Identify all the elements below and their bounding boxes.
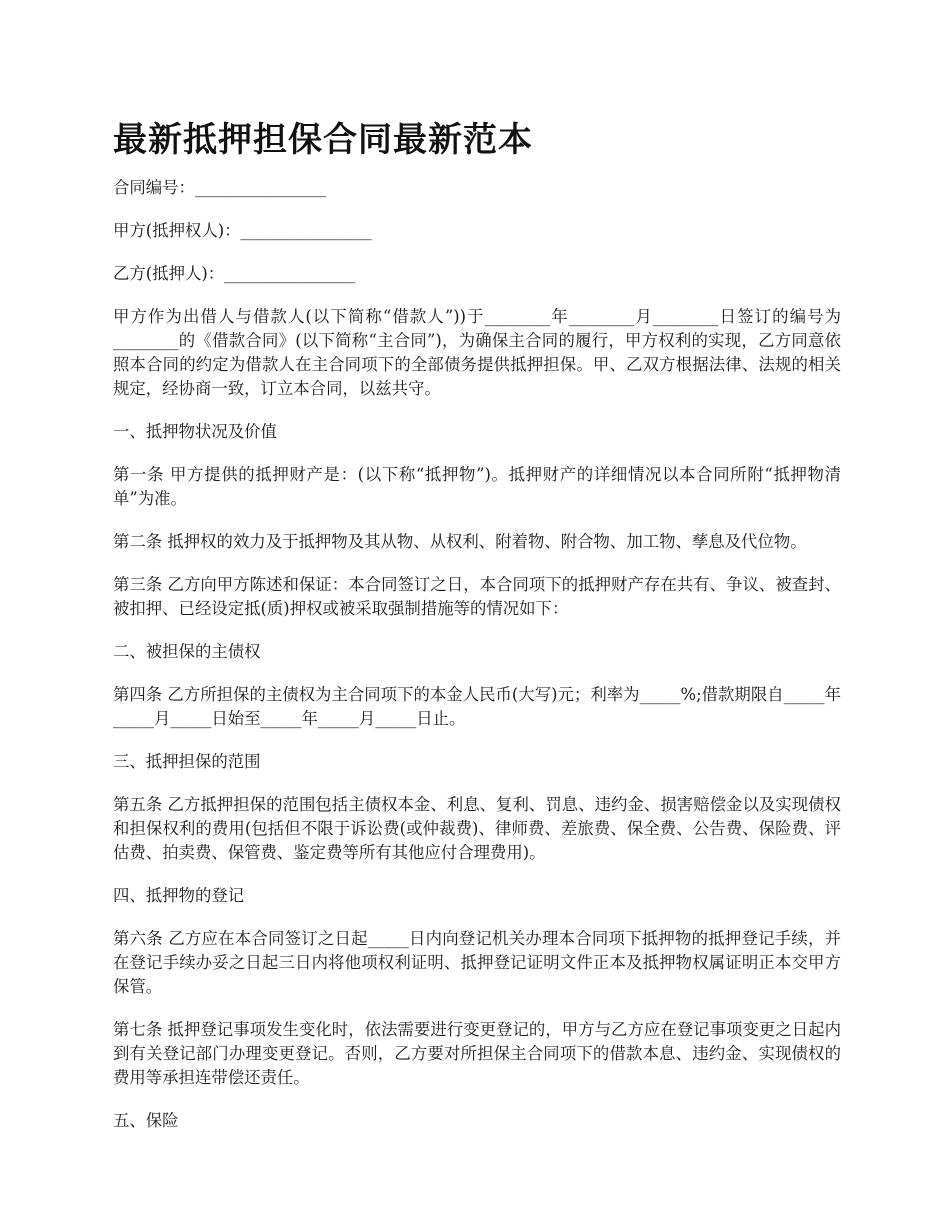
clause-5: 第五条 乙方抵押担保的范围包括主债权本金、利息、复利、罚息、违约金、损害赔偿金以及实现债权和担保权利的费用(包括但不限于诉讼费(或仲裁费)、律师费、差旅费、保全费、公告费、保险费、评估费、拍卖费、保管费、鉴定费等所有其他应付合理费用)。 [113, 795, 841, 862]
clause-3: 第三条 乙方向甲方陈述和保证：本合同签订之日，本合同项下的抵押财产存在共有、争议、被查封、被扣押、已经设定抵(质)押权或被采取强制措施等的情况如下： [113, 575, 841, 618]
section-heading-3: 三、抵押担保的范围 [113, 752, 261, 771]
section-heading-5: 五、保险 [113, 1111, 179, 1130]
section-heading-1: 一、抵押物状况及价值 [113, 422, 277, 441]
preamble-paragraph: 甲方作为出借人与借款人(以下简称“借款人”))于________年________月________日签订的编号为________的《借款合同》(以下简称“主合同”)，为确保主合同的履行，甲方权利的实现，乙方同意依照本合同的约定为借款人在主合同项下的全部债务提供抵押担保。甲、乙双方根据法律、法规的相关规定，经协商一致，订立本合同，以兹共守。 [113, 307, 841, 398]
clause-7: 第七条 抵押登记事项发生变化时，依法需要进行变更登记的，甲方与乙方应在登记事项变更之日起内到有关登记部门办理变更登记。否则，乙方要对所担保主合同项下的借款本息、违约金、实现债权的费用等承担连带偿还责任。 [113, 1020, 841, 1087]
clause-1: 第一条 甲方提供的抵押财产是：(以下称“抵押物”)。抵押财产的详细情况以本合同所附“抵押物清单”为准。 [113, 465, 841, 508]
section-heading-4: 四、抵押物的登记 [113, 886, 245, 905]
document-title: 最新抵押担保合同最新范本 [113, 120, 533, 160]
clause-2: 第二条 抵押权的效力及于抵押物及其从物、从权利、附着物、附合物、加工物、孳息及代位物。 [113, 532, 807, 551]
section-heading-2: 二、被担保的主债权 [113, 642, 261, 661]
clause-6: 第六条 乙方应在本合同签订之日起_____日内向登记机关办理本合同项下抵押物的抵押登记手续，并在登记手续办妥之日起三日内将他项权利证明、抵押登记证明文件正本及抵押物权属证明正本交甲方保管。 [113, 929, 841, 996]
field-contract-number: 合同编号：________________ [113, 178, 327, 197]
field-party-b: 乙方(抵押人)：________________ [113, 264, 356, 283]
clause-4: 第四条 乙方所担保的主债权为主合同项下的本金人民币(大写)元；利率为_____%;借款期限自_____年_____月_____日始至_____年_____月_____日止。 [113, 685, 841, 728]
field-party-a: 甲方(抵押权人)：________________ [113, 221, 372, 240]
document-body [113, 176, 841, 1152]
